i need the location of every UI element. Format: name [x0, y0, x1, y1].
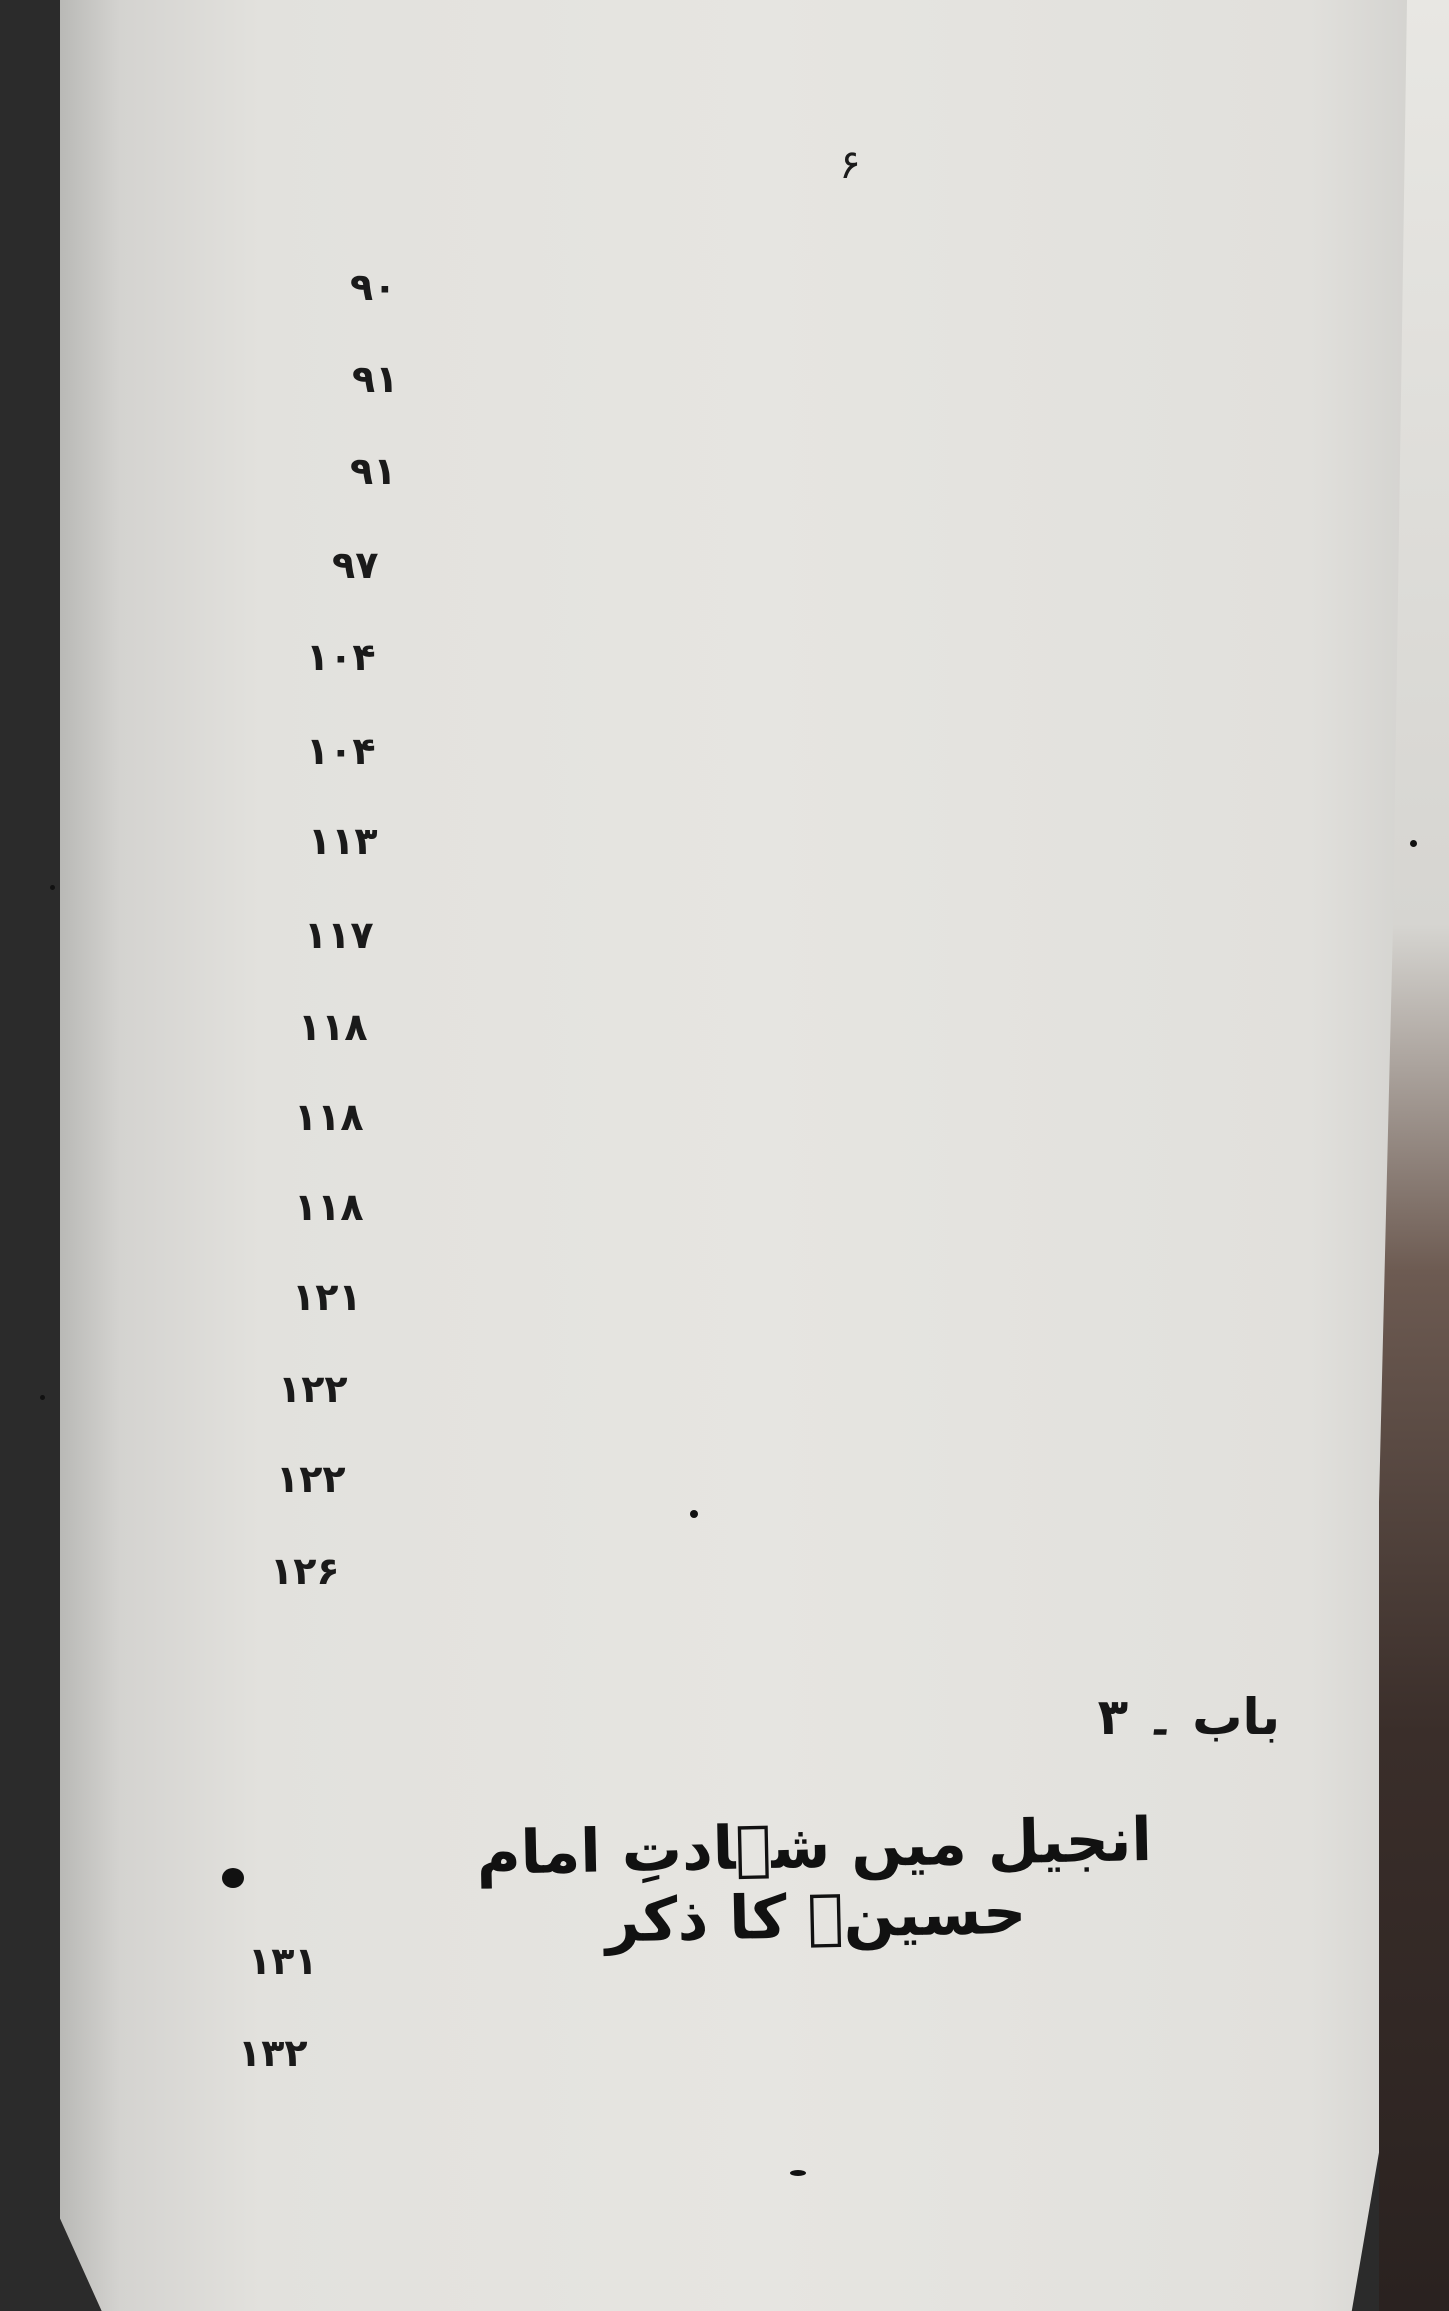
ink-speck — [40, 1395, 45, 1400]
entry-page-number: ۱۲۱ — [292, 1275, 362, 1319]
entry-page-number: ۱۱۸ — [294, 1095, 364, 1139]
entry-page-number: ۹۱ — [350, 449, 397, 493]
ink-speck — [690, 1510, 698, 1518]
page-number: ۶ — [839, 142, 861, 188]
entry-page-number: ۱۱۷ — [304, 913, 374, 957]
ink-speck — [790, 2170, 806, 2176]
entry-page-number: ۹۱ — [352, 357, 399, 401]
entry-page-number: ۱۳۱ — [248, 1939, 318, 1983]
entry-page-number: ۱۰۴ — [306, 635, 376, 679]
ink-speck — [222, 1868, 244, 1888]
entry-page-number: ۱۲۲ — [278, 1367, 348, 1411]
chapter-title: انجیل میں شہادتِ امام حسینؑ کا ذکر — [475, 1804, 1153, 1957]
entry-page-number: ۹۰ — [350, 265, 397, 309]
entry-page-number: ۹۷ — [332, 543, 379, 587]
entry-page-number: ۱۲۶ — [270, 1549, 340, 1593]
entry-page-number: ۱۰۴ — [306, 729, 376, 773]
entry-page-number: ۱۳۲ — [238, 2031, 308, 2075]
ink-speck — [50, 885, 55, 890]
ink-speck — [1410, 840, 1417, 847]
entry-page-number: ۱۱۸ — [298, 1005, 368, 1049]
entry-page-number: ۱۱۸ — [294, 1185, 364, 1229]
entry-page-number: ۱۲۲ — [276, 1457, 346, 1501]
chapter-label: باب ۔ ۳ — [1097, 1688, 1280, 1746]
entry-page-number: ۱۱۳ — [308, 819, 378, 863]
